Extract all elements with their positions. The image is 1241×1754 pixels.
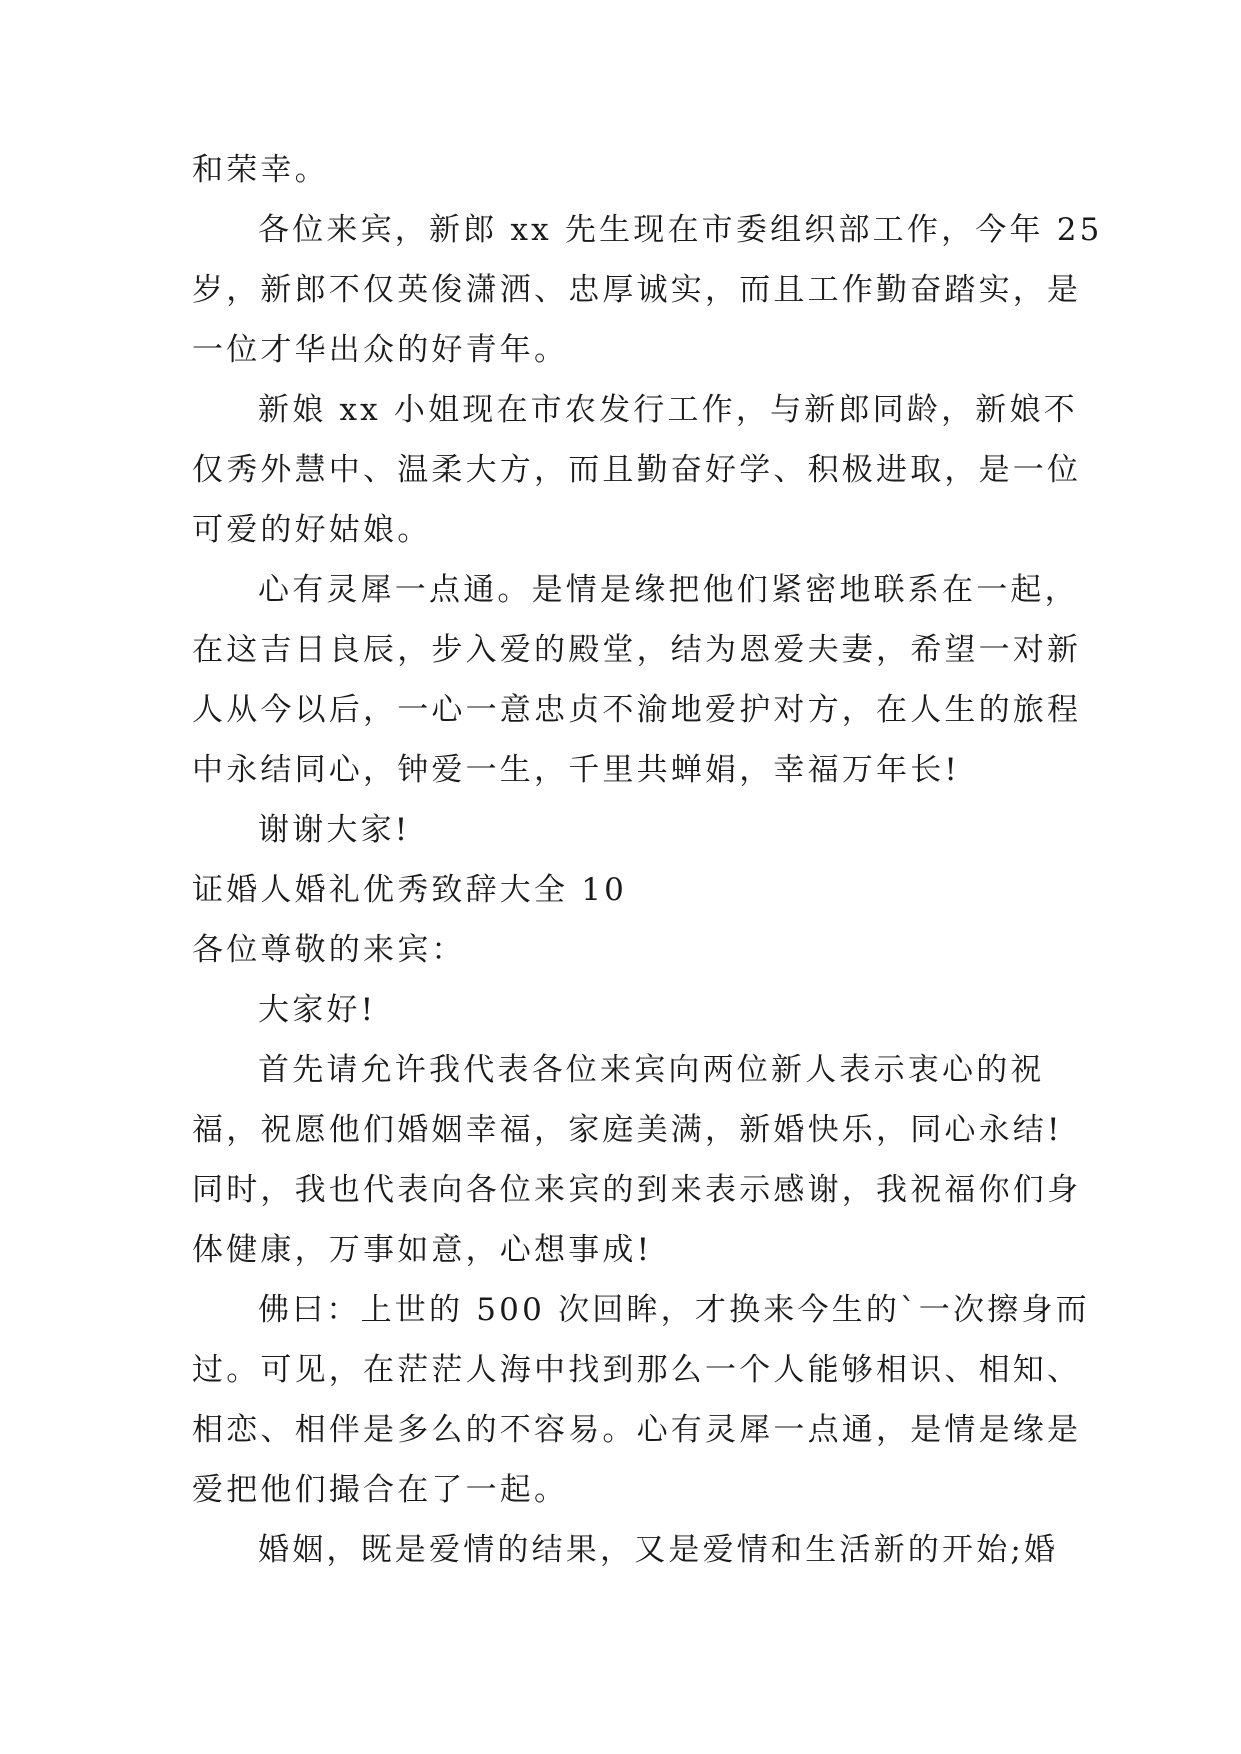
text-line: 岁，新郎不仅英俊潇洒、忠厚诚实，而且工作勤奋踏实，是 xyxy=(192,272,1082,308)
text-line: 人从今以后，一心一意忠贞不渝地爱护对方，在人生的旅程 xyxy=(192,692,1082,728)
text-line: 爱把他们撮合在了一起。 xyxy=(192,1472,569,1508)
text-line: 福，祝愿他们婚姻幸福，家庭美满，新婚快乐，同心永结! xyxy=(192,1112,1063,1148)
text-line: 仅秀外慧中、温柔大方，而且勤奋好学、积极进取，是一位 xyxy=(192,452,1082,488)
text-line: 首先请允许我代表各位来宾向两位新人表示衷心的祝 xyxy=(258,1052,1045,1088)
text-line: 新娘 xx 小姐现在市农发行工作，与新郎同龄，新娘不 xyxy=(258,392,1078,428)
salutation: 各位尊敬的来宾： xyxy=(192,932,466,968)
text-line: 婚姻，既是爱情的结果，又是爱情和生活新的开始;婚 xyxy=(258,1532,1059,1568)
text-line: 谢谢大家! xyxy=(258,812,411,848)
text-line: 一位才华出众的好青年。 xyxy=(192,332,569,368)
text-line: 和荣幸。 xyxy=(192,152,329,188)
section-heading: 证婚人婚礼优秀致辞大全 10 xyxy=(192,872,628,908)
text-line: 可爱的好姑娘。 xyxy=(192,512,432,548)
text-line: 心有灵犀一点通。是情是缘把他们紧密地联系在一起， xyxy=(258,572,1079,608)
text-line: 佛曰：上世的 500 次回眸，才换来今生的`一次擦身而 xyxy=(258,1292,1090,1328)
text-line: 相恋、相伴是多么的不容易。心有灵犀一点通，是情是缘是 xyxy=(192,1412,1082,1448)
text-line: 体健康，万事如意，心想事成! xyxy=(192,1232,653,1268)
text-line: 大家好! xyxy=(258,992,377,1028)
text-line: 在这吉日良辰，步入爱的殿堂，结为恩爱夫妻，希望一对新 xyxy=(192,632,1082,668)
text-line: 同时，我也代表向各位来宾的到来表示感谢，我祝福你们身 xyxy=(192,1172,1082,1208)
text-line: 中永结同心，钟爱一生，千里共蝉娟，幸福万年长! xyxy=(192,752,961,788)
text-line: 过。可见，在茫茫人海中找到那么一个人能够相识、相知、 xyxy=(192,1352,1082,1388)
text-line: 各位来宾，新郎 xx 先生现在市委组织部工作，今年 25 xyxy=(258,212,1103,248)
